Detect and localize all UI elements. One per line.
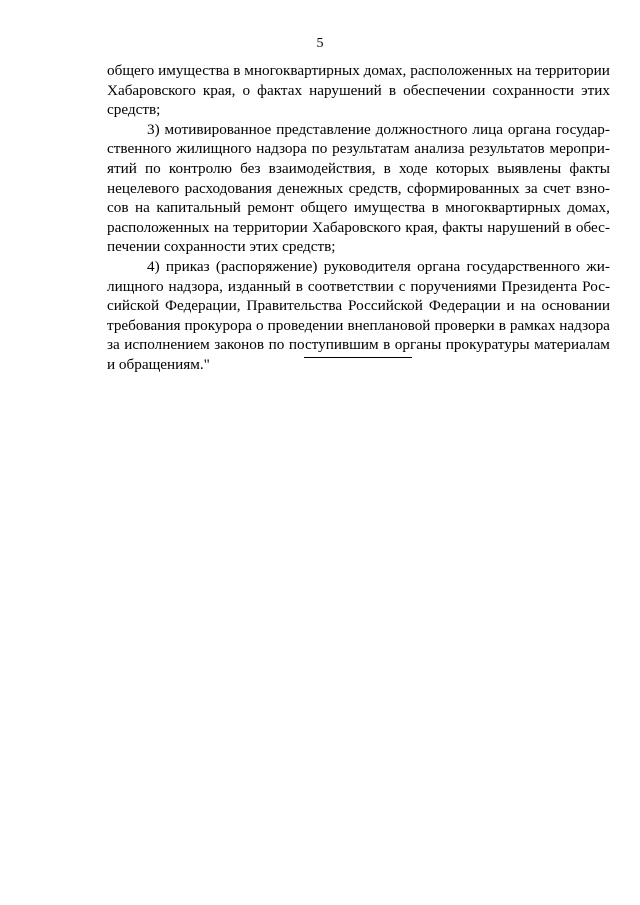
text-line: сов на капитальный ремонт общего имущества в многоквартирных домах, [107,199,610,217]
paragraph-1 [107,61,610,120]
text-line: общего имущества в многоквартирных домах, расположенных на территории [107,62,610,79]
text-line: 4) приказ (распоряжение) руководителя органа государственного жи- [147,257,610,275]
text-line: сийской Федерации, Правительства Российской Федерации и на основании [107,297,610,315]
text-line: ятий по контролю без взаимодействия, в ходе которых выявлены факты [107,159,610,177]
text-line: ственного жилищного надзора по результатам анализа результатов меропри- [107,140,610,158]
paragraph-item-3 [107,120,610,257]
text-line: печении сохранности этих средств; [107,238,336,256]
text-line: нецелевого расходования денежных средств, сформированных за счет взно- [107,179,610,197]
text-line: 3) мотивированное представление должностного лица органа государ- [147,120,610,138]
page-number: 5 [316,36,324,51]
text-line: лищного надзора, изданный в соответствии с поручениями Президента Рос- [107,277,610,295]
document-body [107,61,610,375]
text-line: расположенных на территории Хабаровского края, факты нарушений в обес- [107,218,610,236]
end-separator-line [304,357,412,358]
text-line: и обращениям." [107,355,210,373]
text-line: средств; [107,101,161,119]
text-line: за исполнением законов по поступившим в органы прокуратуры материалам [107,336,610,354]
text-line: Хабаровского края, о фактах нарушений в обеспечении сохранности этих [107,81,610,99]
text-line: требования прокурора о проведении внеплановой проверки в рамках надзора [107,316,610,334]
